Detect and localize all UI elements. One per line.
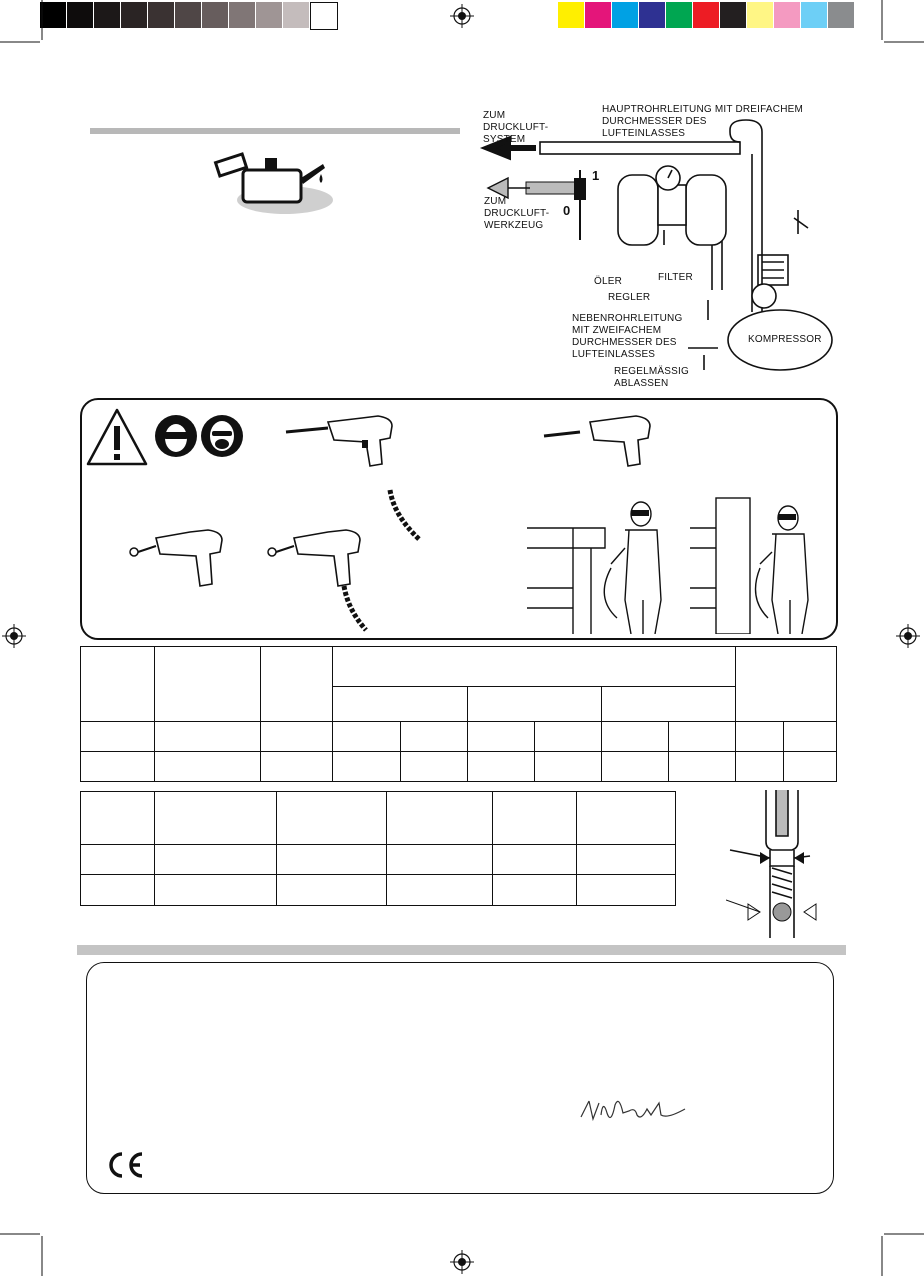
valve-on-label: 1 [592, 168, 600, 183]
table-cell [276, 875, 387, 906]
drill-illustration [540, 408, 670, 468]
filter-label: FILTER [658, 272, 693, 283]
oiler-label: ÖLER [594, 276, 623, 287]
declaration-panel [86, 962, 834, 1194]
table-cell [154, 875, 276, 906]
table-cell [577, 875, 676, 906]
table-cell [400, 721, 468, 751]
table-header-cell [260, 647, 332, 722]
table-header-cell [332, 647, 735, 687]
table-header-cell [81, 792, 155, 845]
main-pipe-label: HAUPTROHRLEITUNG MIT DREIFACHEM DURCHMESSER DES LUFTEINLASSES [602, 104, 804, 139]
table-header-cell [493, 792, 577, 845]
table-cell [535, 721, 602, 751]
table-cell [493, 844, 577, 875]
table-cell [783, 721, 836, 751]
regulator-label: REGLER [608, 292, 651, 303]
table-header-cell [468, 687, 602, 721]
respirator-mask-icon [200, 414, 244, 458]
table-row [81, 844, 676, 875]
signature [575, 1095, 695, 1131]
table-cell [669, 721, 736, 751]
compressor-label: KOMPRESSOR [748, 334, 822, 345]
table-cell [154, 844, 276, 875]
table-cell [81, 721, 155, 751]
table-cell [81, 875, 155, 906]
table-cell [468, 721, 535, 751]
table-cell [602, 721, 669, 751]
table-cell [387, 875, 493, 906]
table-cell [154, 751, 260, 781]
table-cell [260, 721, 332, 751]
to-system-label: ZUM DRUCKLUFT- SYSTEM [483, 110, 549, 145]
table-cell [332, 721, 400, 751]
table-cell [577, 844, 676, 875]
table-header-cell [736, 647, 837, 722]
section-divider [77, 945, 846, 955]
table-cell [276, 844, 387, 875]
ce-mark-icon [104, 1150, 146, 1180]
section-divider [90, 128, 460, 134]
branch-pipe-label: NEBENROHRLEITUNG MIT ZWEIFACHEM DURCHMESSER DES LUFTEINLASSES [572, 313, 683, 360]
warning-triangle-icon [84, 406, 150, 468]
table-header-cell [154, 647, 260, 722]
spray-painting-scene [688, 488, 838, 634]
table-header-cell [81, 647, 155, 722]
table-cell [332, 751, 400, 781]
table-cell [493, 875, 577, 906]
table-cell [736, 721, 784, 751]
table-header-cell [154, 792, 276, 845]
table-body [81, 721, 837, 781]
spec-table-2 [80, 791, 676, 906]
registration-mark-icon [450, 1250, 474, 1274]
air-hose-icon [380, 486, 430, 546]
drill-illustration [282, 408, 412, 468]
table-header-cell [577, 792, 676, 845]
table-cell [387, 844, 493, 875]
valve-off-label: 0 [563, 203, 571, 218]
drill-illustration [128, 522, 238, 592]
table-row [81, 751, 837, 781]
registration-mark-icon [2, 624, 26, 648]
table-cell [260, 751, 332, 781]
table-cell [736, 751, 784, 781]
registration-mark-icon [896, 624, 920, 648]
drill-with-hose-illustration [266, 520, 376, 632]
oil-can-icon [205, 150, 345, 220]
table-row [81, 721, 837, 751]
table-header-cell [602, 687, 736, 721]
table-body [81, 844, 676, 905]
table-header-cell [387, 792, 493, 845]
spec-table-1 [80, 646, 837, 782]
table-cell [669, 751, 736, 781]
table-cell [468, 751, 535, 781]
table-cell [154, 721, 260, 751]
drain-label: REGELMÄSSIG ABLASSEN [614, 366, 689, 389]
registration-mark-icon [450, 4, 474, 28]
to-tool-label: ZUM DRUCKLUFT- WERKZEUG [484, 196, 550, 231]
table-row [81, 875, 676, 906]
spray-painting-scene [525, 488, 675, 634]
table-header-cell [276, 792, 387, 845]
table-cell [81, 751, 155, 781]
table-cell [535, 751, 602, 781]
table-header-cell [332, 687, 468, 721]
table-cell [783, 751, 836, 781]
safety-glasses-icon [154, 414, 198, 458]
tool-handle-detail [726, 788, 826, 938]
table-cell [81, 844, 155, 875]
table-cell [602, 751, 669, 781]
table-cell [400, 751, 468, 781]
